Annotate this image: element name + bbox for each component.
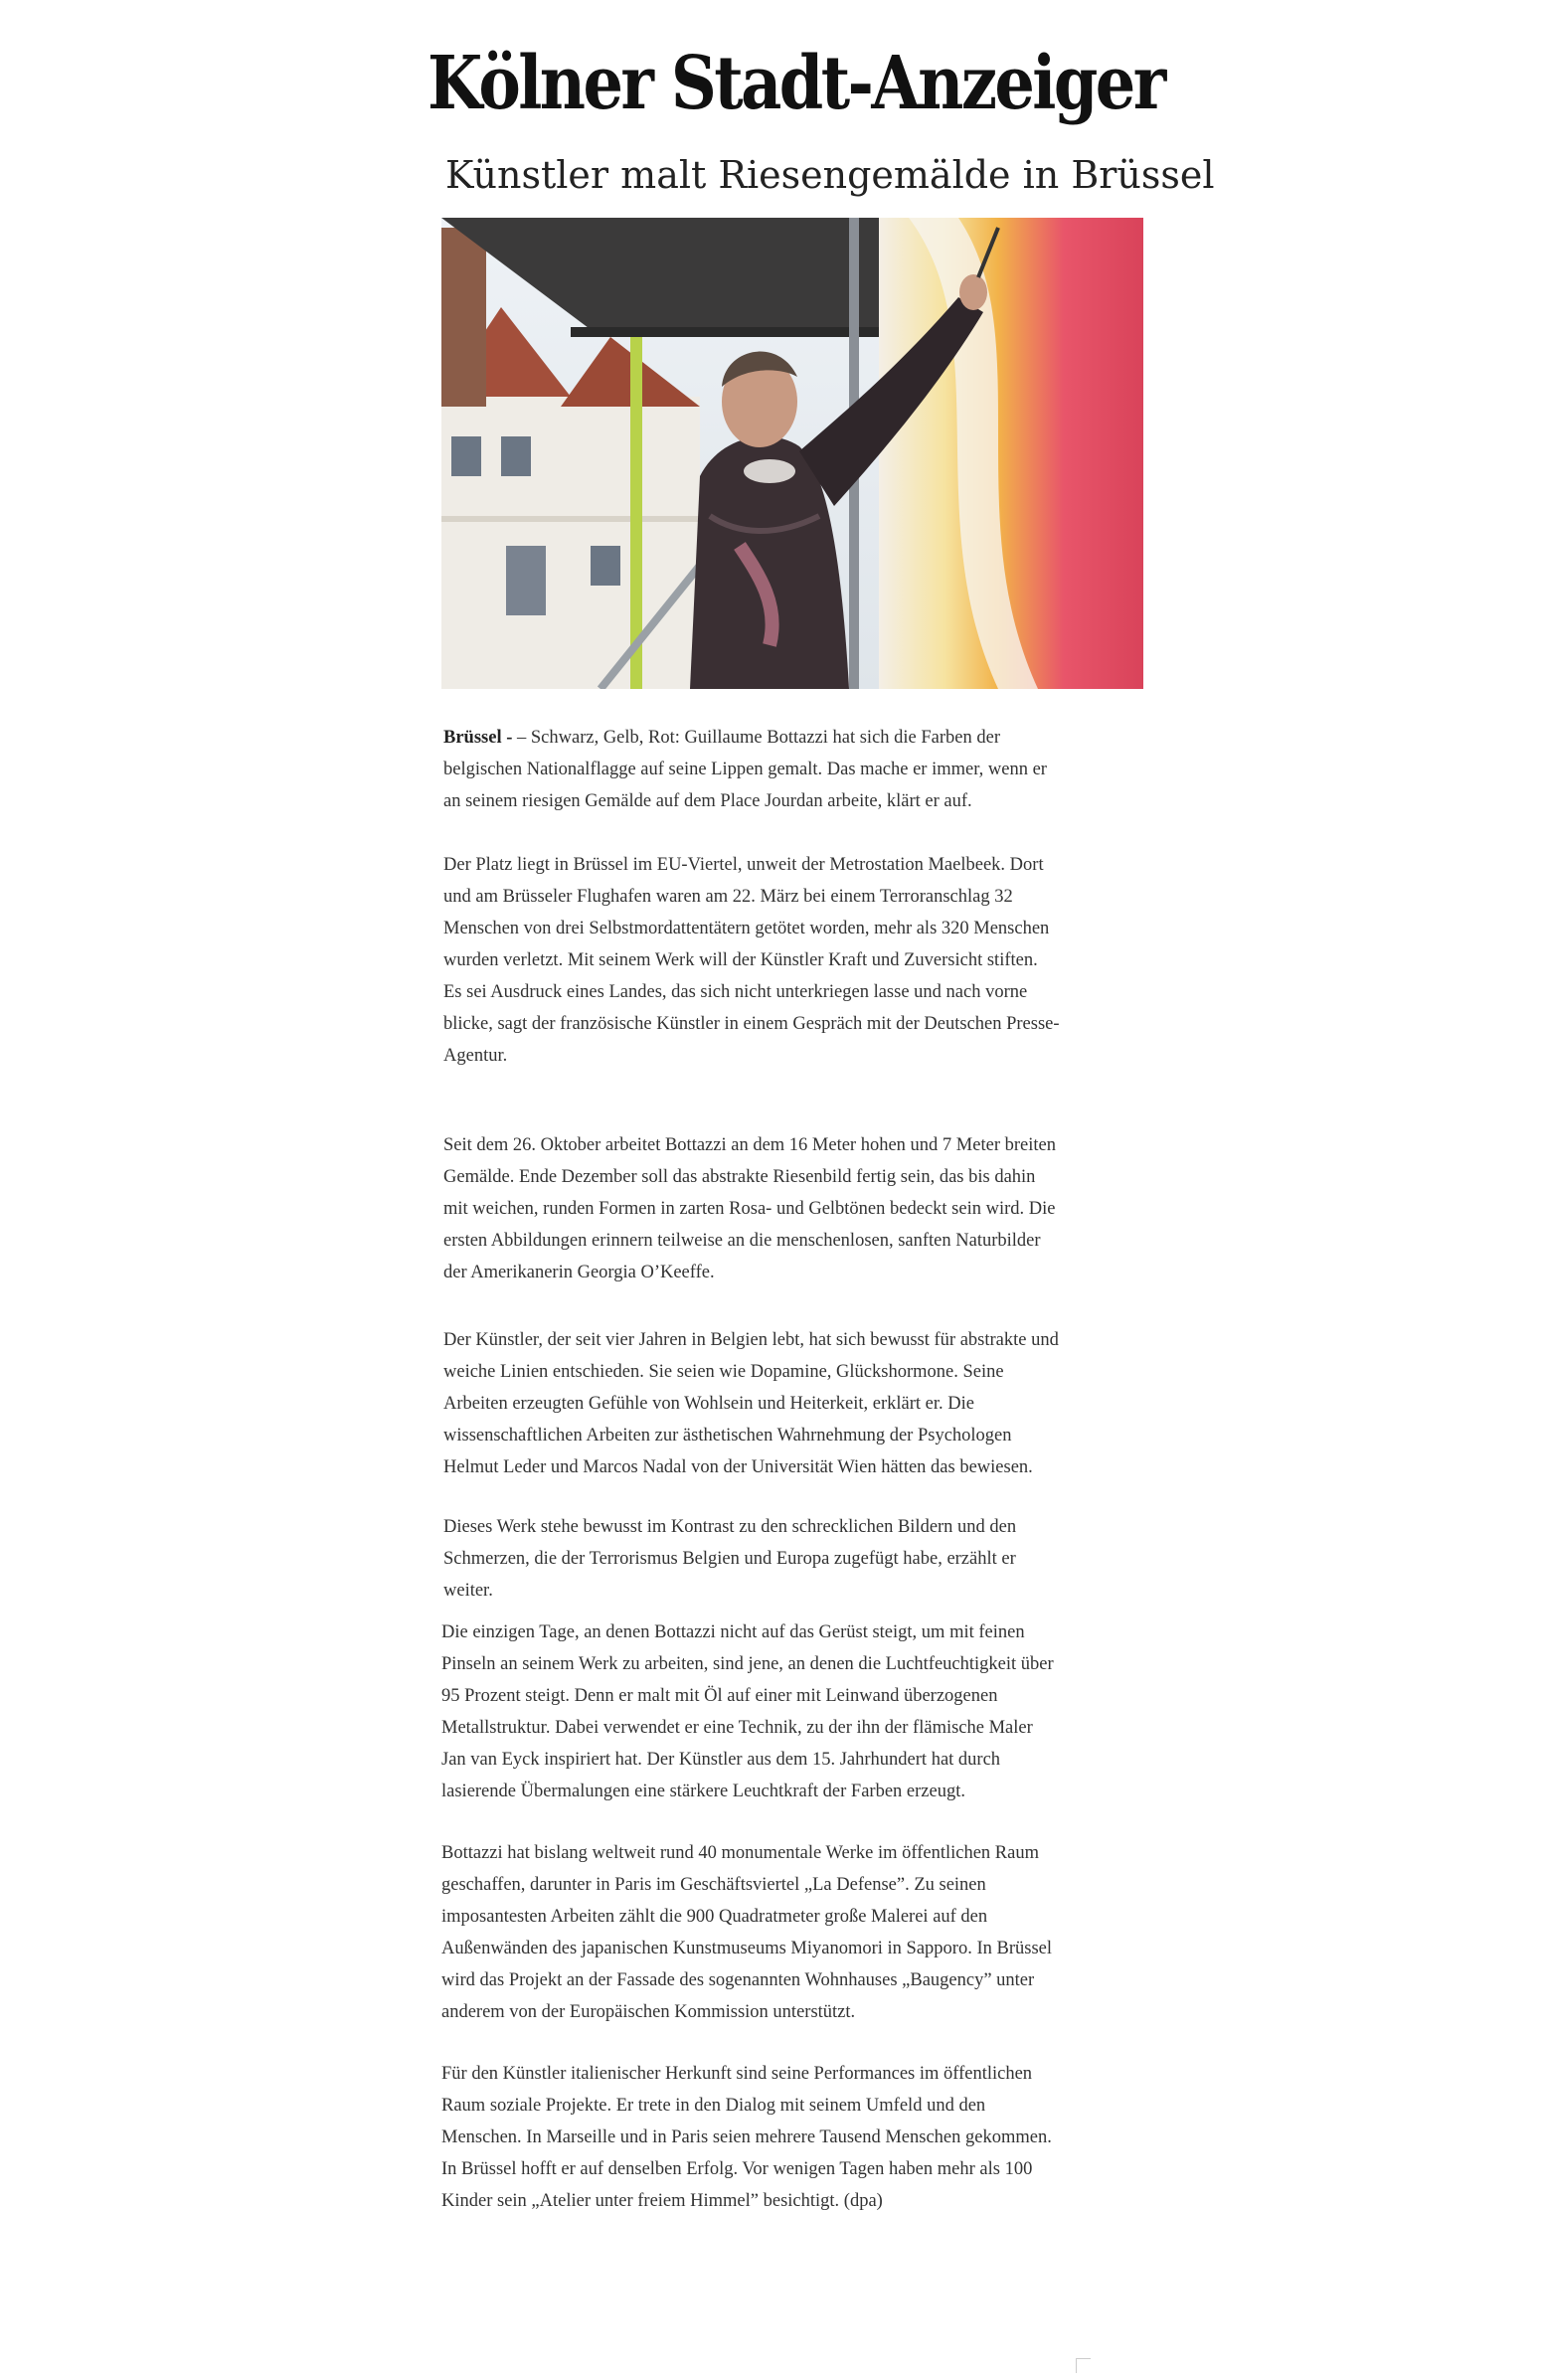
article-photo xyxy=(441,218,1143,689)
article-paragraph xyxy=(443,722,1060,817)
article-body xyxy=(443,722,1060,2217)
article-headline: Künstler malt Riesengemälde in Brüssel xyxy=(445,153,1215,197)
crop-mark xyxy=(1076,2358,1091,2373)
article-paragraph: Bottazzi hat bislang weltweit rund 40 monumentale Werke im öffentlichen Raum geschaffen, darunter in Paris im Geschäftsviertel „La Defense”. Zu seinen imposantesten Arbeiten zählt die 900 Quadratmeter große Malerei auf den Außenwänden des japanischen Kunstmuseums Miyanomori in Sapporo. In Brüssel wird das Projekt an der Fassade des sogenannten Wohnhauses „Baugency” unter anderem von der Europäischen Kommission unterstützt. xyxy=(441,1843,1053,2022)
article-paragraph: Seit dem 26. Oktober arbeitet Bottazzi an dem 16 Meter hohen und 7 Meter breiten Gemälde. Ende Dezember soll das abstrakte Riesenbild fertig sein, das bis dahin mit weichen, runden Formen in zarten Rosa- und Gelbtönen bedeckt sein wird. Die ersten Abbildungen erinnern teilweise an die menschenlosen, sanften Naturbilder der Amerikanerin Georgia O’Keeffe. xyxy=(443,1135,1056,1282)
article-paragraph: Der Platz liegt in Brüssel im EU-Viertel, unweit der Metrostation Maelbeek. Dort und am Brüsseler Flughafen waren am 22. März bei einem Terroranschlag 32 Menschen von drei Selbstmordattentätern getötet worden, mehr als 320 Menschen wurden verletzt. Mit seinem Werk will der Künstler Kraft und Zuversicht stiften. Es sei Ausdruck eines Landes, das sich nicht unterkriegen lasse und nach vorne blicke, sagt der französische Künstler in einem Gespräch mit der Deutschen Presse-Agentur. xyxy=(443,855,1060,1066)
article-paragraph: Die einzigen Tage, an denen Bottazzi nicht auf das Gerüst steigt, um mit feinen Pinseln an seinem Werk zu arbeiten, sind jene, an denen die Luchtfeuchtigkeit über 95 Prozent steigt. Denn er malt mit Öl auf einer mit Leinwand überzogenen Metallstruktur. Dabei verwendet er eine Technik, zu der ihn der flämische Maler Jan van Eyck inspiriert hat. Der Künstler aus dem 15. Jahrhundert hat durch lasierende Übermalungen eine stärkere Leuchtkraft der Farben erzeugt. xyxy=(441,1622,1054,1801)
paragraph-text: – Schwarz, Gelb, Rot: Guillaume Bottazzi hat sich die Farben der belgischen Nationalflagge auf seine Lippen gemalt. Das mache er immer, wenn er an seinem riesigen Gemälde auf dem Place Jourdan arbeite, klärt er auf. xyxy=(443,728,1047,811)
article-paragraph: Dieses Werk stehe bewusst im Kontrast zu den schrecklichen Bildern und den Schmerzen, die der Terrorismus Belgien und Europa zugefügt habe, erzählt er weiter. xyxy=(443,1517,1017,1601)
article-paragraph: Für den Künstler italienischer Herkunft sind seine Performances im öffentlichen Raum soziale Projekte. Er trete in den Dialog mit seinem Umfeld und den Menschen. In Marseille und in Paris seien mehrere Tausend Menschen gekommen. In Brüssel hofft er auf denselben Erfolg. Vor wenigen Tagen haben mehr als 100 Kinder sein „Atelier unter freiem Himmel” besichtigt. (dpa) xyxy=(441,2064,1052,2211)
article-paragraph: Der Künstler, der seit vier Jahren in Belgien lebt, hat sich bewusst für abstrakte und weiche Linien entschieden. Sie seien wie Dopamine, Glückshormone. Seine Arbeiten erzeugten Gefühle von Wohlsein und Heiterkeit, erklärt er. Die wissenschaftlichen Arbeiten zur ästhetischen Wahrnehmung der Psychologen Helmut Leder und Marcos Nadal von der Universität Wien hätten das bewiesen. xyxy=(443,1330,1059,1477)
article-dateline: Brüssel - xyxy=(443,728,513,748)
newspaper-masthead-logo: Kölner Stadt-Anzeiger xyxy=(428,41,1164,126)
